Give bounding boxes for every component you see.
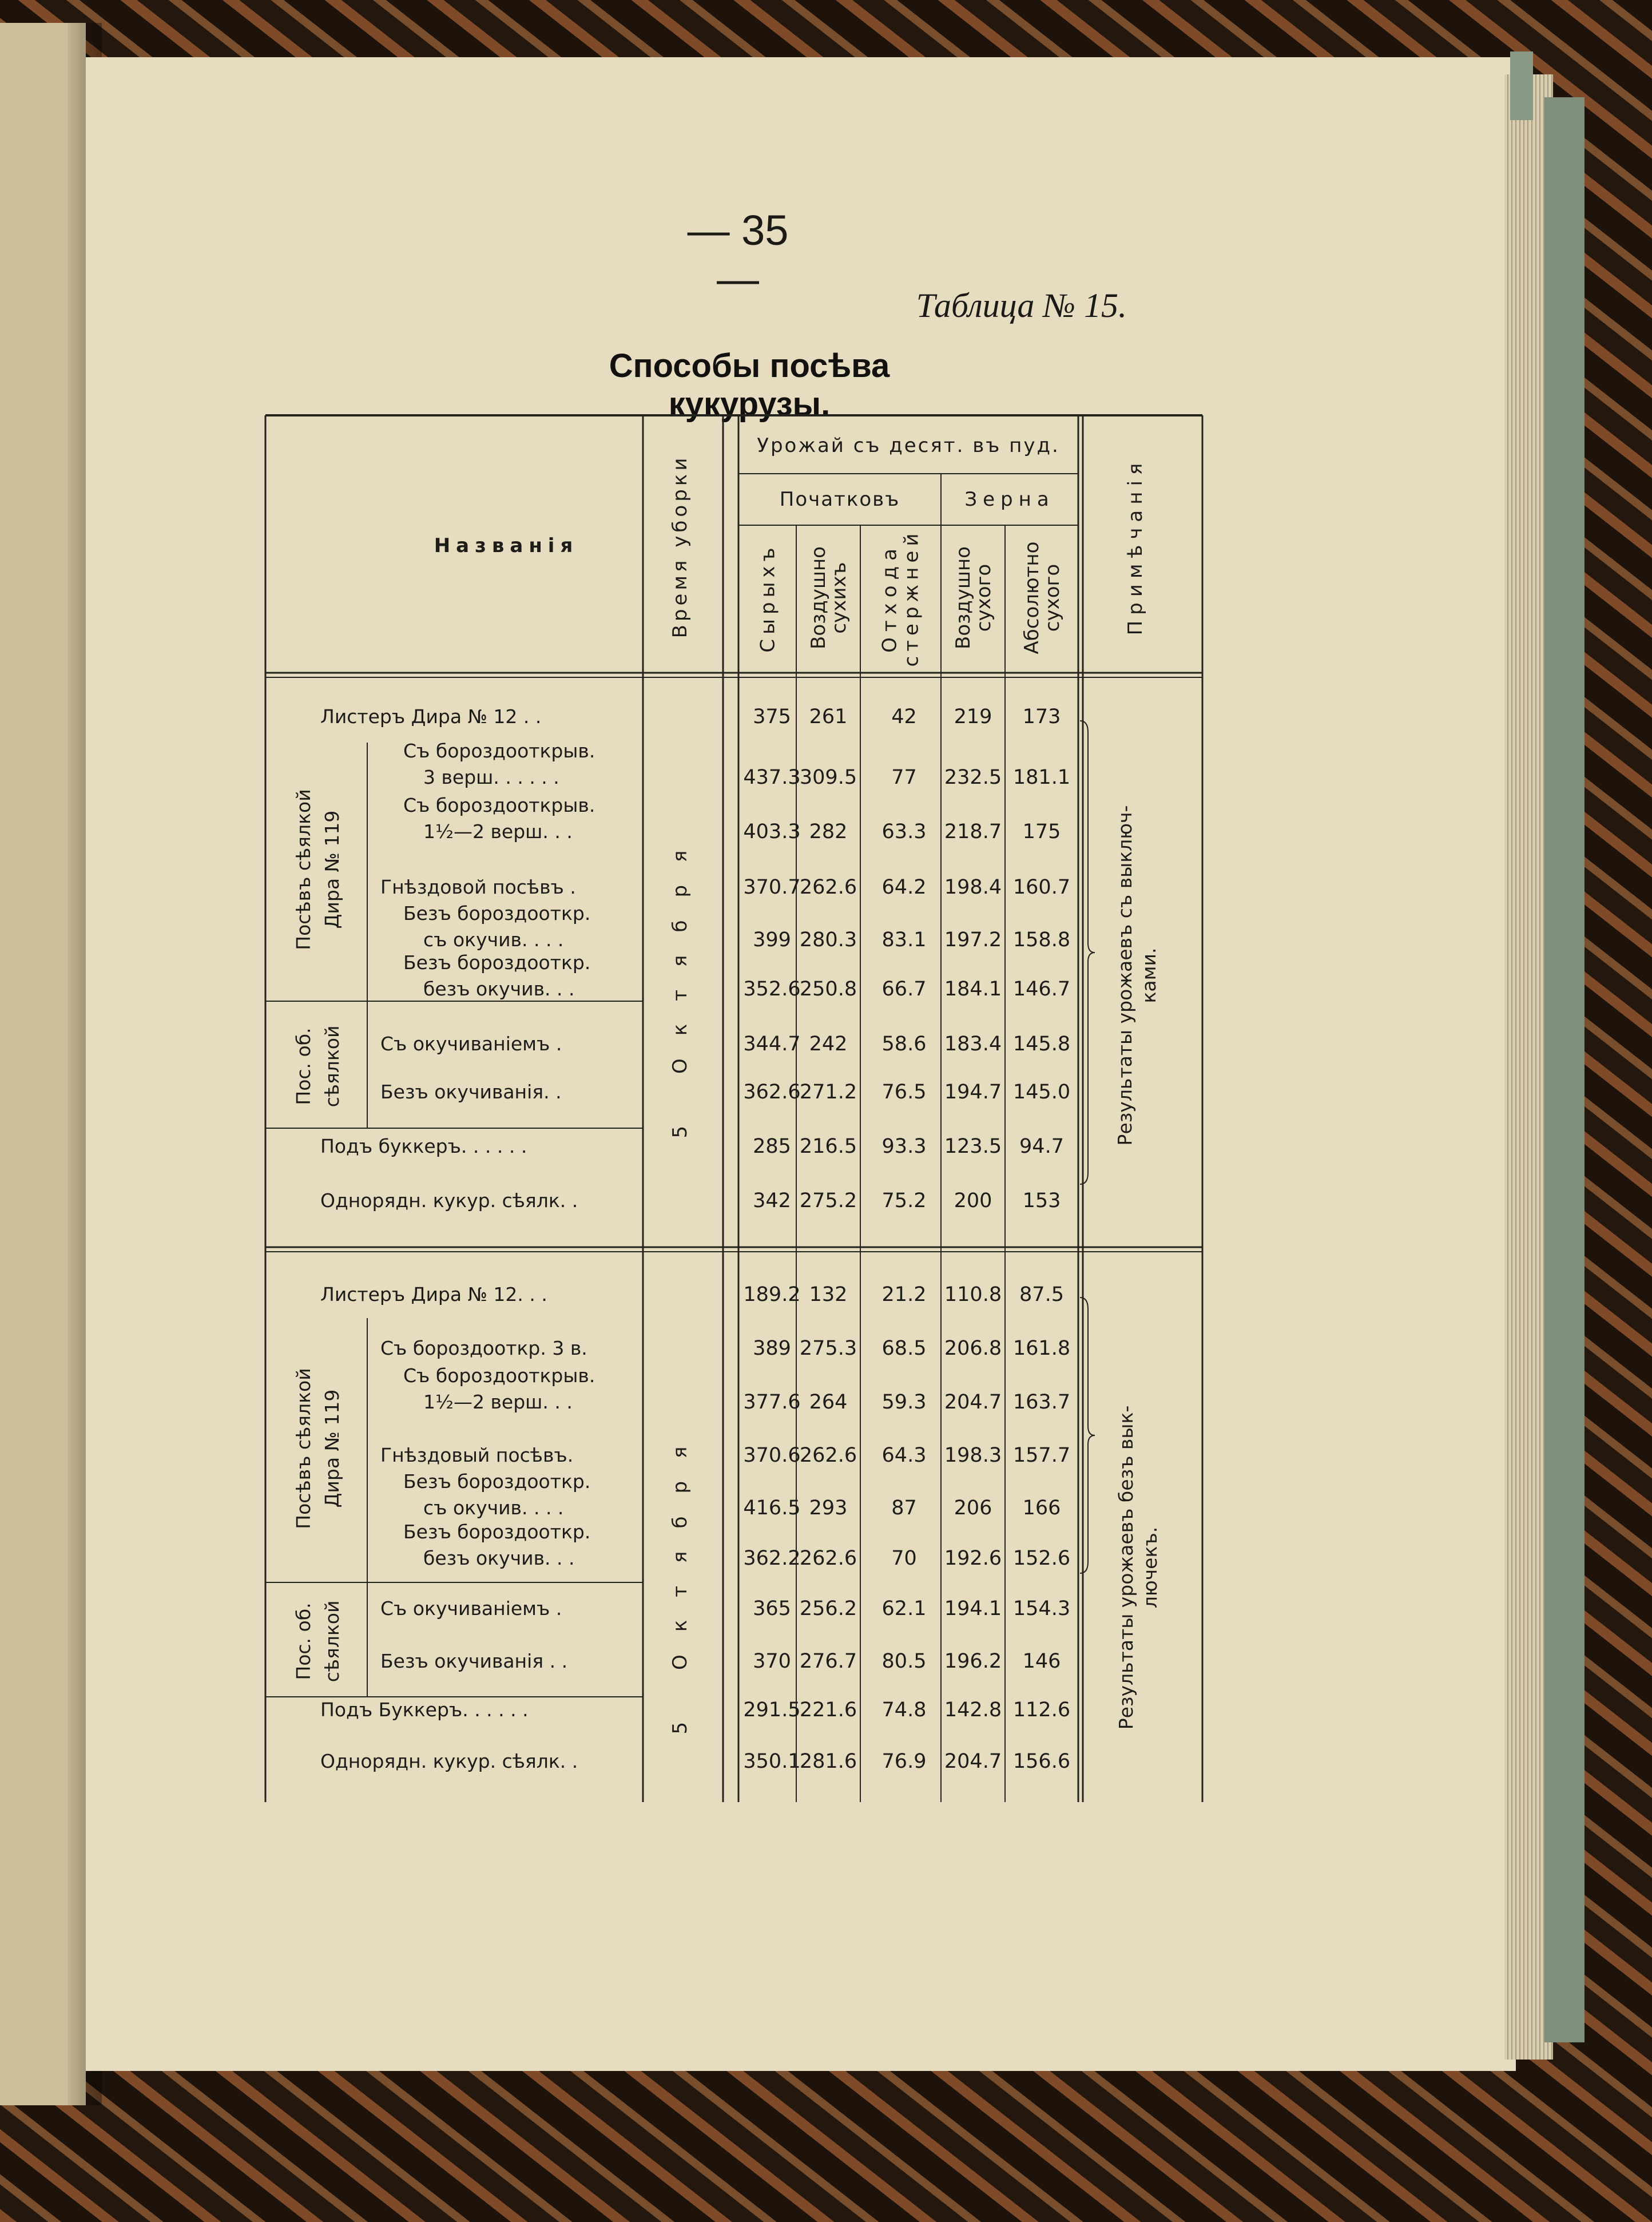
- data-cell: 370.6: [743, 1444, 801, 1467]
- group-label: Дира № 119: [321, 810, 343, 929]
- data-cell: 160.7: [1012, 876, 1071, 899]
- data-cell: 110.8: [944, 1283, 1002, 1306]
- header-time: Время уборки: [669, 454, 692, 638]
- data-cell: 76.5: [881, 1081, 927, 1104]
- data-cell: 112.6: [1012, 1699, 1071, 1721]
- data-cell: 362.2: [743, 1547, 801, 1570]
- data-cell: 192.6: [944, 1547, 1002, 1570]
- data-cell: 145.8: [1012, 1033, 1071, 1056]
- data-cell: 352.6: [743, 978, 801, 1001]
- data-cell: 293: [809, 1497, 848, 1519]
- data-cell: 64.3: [881, 1444, 927, 1467]
- header-notes: Примѣчанія: [1124, 457, 1147, 636]
- data-cell: 242: [809, 1033, 848, 1056]
- data-cell: 362.6: [743, 1081, 801, 1104]
- data-cell: 194.7: [944, 1081, 1002, 1104]
- data-cell: 219: [954, 705, 992, 728]
- row-name: Подъ буккеръ. . . . . .: [320, 1135, 527, 1157]
- data-cell: 206.8: [944, 1337, 1002, 1360]
- data-cell: 370: [753, 1650, 791, 1673]
- data-cell: 218.7: [944, 820, 1002, 843]
- row-name: Однорядн. кукур. сѣялк. .: [320, 1750, 578, 1772]
- data-cell: 132: [809, 1283, 848, 1306]
- note-text: Результаты урожаевъ безъ вык-: [1115, 1405, 1137, 1730]
- data-cell: 158.8: [1012, 929, 1071, 951]
- data-cell: 42: [891, 705, 917, 728]
- row-name: Безъ бороздооткр.: [403, 1521, 591, 1543]
- header-air-dry-grain: сухого: [972, 564, 995, 632]
- data-cell: 156.6: [1012, 1750, 1071, 1773]
- data-cell: 416.5: [743, 1497, 801, 1519]
- header-waste: стержней: [900, 529, 923, 667]
- data-cell: 232.5: [944, 766, 1002, 789]
- row-name: Безъ бороздооткр.: [403, 902, 591, 924]
- group-label: сѣялкой: [321, 1025, 343, 1108]
- row-name: Съ бороздооткрыв.: [403, 794, 595, 816]
- harvest-time: 5 Октября: [669, 1423, 692, 1735]
- row-name: безъ окучив. . .: [423, 978, 575, 1000]
- data-cell: 200: [954, 1189, 992, 1212]
- data-cell: 216.5: [799, 1135, 857, 1158]
- row-name: Гнѣздовой посѣвъ .: [380, 876, 576, 898]
- row-name: Безъ бороздооткр.: [403, 951, 591, 974]
- row-name: Съ бороздооткр. 3 в.: [380, 1337, 587, 1359]
- header-air-dry-grain: Воздушно: [952, 546, 975, 649]
- row-name: Безъ окучиванія. .: [380, 1081, 562, 1103]
- group-label: Дира № 119: [321, 1389, 343, 1508]
- data-cell: 285: [753, 1135, 791, 1158]
- data-cell: 87: [891, 1497, 917, 1519]
- table-number: Таблица № 15.: [916, 287, 1127, 324]
- row-name: Съ окучиваніемъ .: [380, 1597, 562, 1620]
- data-cell: 63.3: [881, 820, 927, 843]
- row-name: Съ окучиваніемъ .: [380, 1033, 562, 1055]
- data-cell: 161.8: [1012, 1337, 1071, 1360]
- data-cell: 264: [809, 1391, 848, 1414]
- data-cell: 344.7: [743, 1033, 801, 1056]
- header-abs-dry-grain: сухого: [1041, 564, 1064, 632]
- table-title: Способы посѣва кукурузы.: [609, 347, 890, 423]
- data-cell: 198.3: [944, 1444, 1002, 1467]
- data-cell: 123.5: [944, 1135, 1002, 1158]
- group-label: Пос. об.: [292, 1027, 315, 1105]
- header-grain: Зерна: [964, 488, 1055, 511]
- group-label: Посѣвъ сѣялкой: [292, 789, 315, 950]
- data-cell: 59.3: [881, 1391, 927, 1414]
- data-cell: 370.7: [743, 876, 801, 899]
- group-label: Пос. об.: [292, 1602, 315, 1680]
- page-number: — 35 —: [687, 207, 789, 303]
- data-cell: 350.1: [743, 1750, 801, 1773]
- data-cell: 66.7: [881, 978, 927, 1001]
- data-cell: 163.7: [1012, 1391, 1071, 1414]
- data-cell: 189.2: [743, 1283, 801, 1306]
- data-cell: 262.6: [799, 1444, 857, 1467]
- row-name: Безъ окучиванія . .: [380, 1650, 568, 1672]
- data-cell: 281.6: [799, 1750, 857, 1773]
- data-cell: 181.1: [1012, 766, 1071, 789]
- data-cell: 221.6: [799, 1699, 857, 1721]
- data-cell: 262.6: [799, 876, 857, 899]
- data-cell: 204.7: [944, 1750, 1002, 1773]
- data-cell: 377.6: [743, 1391, 801, 1414]
- header-air-dry-cobs: сухихъ: [828, 562, 851, 634]
- data-cell: 197.2: [944, 929, 1002, 951]
- row-name: Съ бороздооткрыв.: [403, 740, 595, 762]
- data-cell: 198.4: [944, 876, 1002, 899]
- data-cell: 146.7: [1012, 978, 1071, 1001]
- header-yield: Урожай съ десят. въ пуд.: [757, 434, 1060, 457]
- data-cell: 403.3: [743, 820, 801, 843]
- data-cell: 142.8: [944, 1699, 1002, 1721]
- row-name: Листеръ Дира № 12 . .: [320, 705, 542, 728]
- data-cell: 77: [891, 766, 917, 789]
- data-cell: 58.6: [881, 1033, 927, 1056]
- row-name: Безъ бороздооткр.: [403, 1470, 591, 1493]
- data-cell: 154.3: [1012, 1597, 1071, 1620]
- header-cobs: Початковъ: [779, 488, 900, 511]
- data-cell: 256.2: [799, 1597, 857, 1620]
- data-cell: 75.2: [881, 1189, 927, 1212]
- data-cell: 262.6: [799, 1547, 857, 1570]
- group-label: Посѣвъ сѣялкой: [292, 1368, 315, 1529]
- data-cell: 184.1: [944, 978, 1002, 1001]
- data-cell: 146: [1022, 1650, 1061, 1673]
- data-cell: 62.1: [881, 1597, 927, 1620]
- data-cell: 206: [954, 1497, 992, 1519]
- data-cell: 74.8: [881, 1699, 927, 1721]
- note-text: ками.: [1138, 947, 1160, 1003]
- data-cell: 282: [809, 820, 848, 843]
- data-cell: 183.4: [944, 1033, 1002, 1056]
- data-cell: 157.7: [1012, 1444, 1071, 1467]
- data-cell: 153: [1022, 1189, 1061, 1212]
- row-name: 1½—2 верш. . .: [423, 820, 573, 843]
- data-cell: 166: [1022, 1497, 1061, 1519]
- data-cell: 280.3: [799, 929, 857, 951]
- row-name: безъ окучив. . .: [423, 1547, 575, 1569]
- header-air-dry-cobs: Воздушно: [807, 546, 830, 649]
- row-name: 3 верш. . . . . .: [423, 766, 559, 788]
- data-cell: 276.7: [799, 1650, 857, 1673]
- data-cell: 375: [753, 705, 791, 728]
- note-text: Результаты урожаевъ съ выключ-: [1114, 805, 1136, 1146]
- row-name: Листеръ Дира № 12. . .: [320, 1283, 547, 1306]
- data-cell: 365: [753, 1597, 791, 1620]
- data-cell: 173: [1022, 705, 1061, 728]
- data-cell: 204.7: [944, 1391, 1002, 1414]
- data-cell: 94.7: [1019, 1135, 1064, 1158]
- header-raw: Сырыхъ: [756, 543, 780, 653]
- data-cell: 250.8: [799, 978, 857, 1001]
- data-cell: 196.2: [944, 1650, 1002, 1673]
- row-name: 1½—2 верш. . .: [423, 1391, 573, 1413]
- data-cell: 76.9: [881, 1750, 927, 1773]
- data-cell: 21.2: [881, 1283, 927, 1306]
- header-abs-dry-grain: Абсолютно: [1020, 541, 1043, 654]
- data-cell: 175: [1022, 820, 1061, 843]
- data-cell: 93.3: [881, 1135, 927, 1158]
- group-label: сѣялкой: [321, 1600, 343, 1683]
- data-cell: 437.3: [743, 766, 801, 789]
- row-name: съ окучив. . . .: [423, 1497, 564, 1519]
- data-cell: 194.1: [944, 1597, 1002, 1620]
- data-cell: 87.5: [1019, 1283, 1064, 1306]
- harvest-time: 5 Октября: [669, 827, 692, 1138]
- header-waste: Отхода: [878, 543, 902, 653]
- row-name: Гнѣздовый посѣвъ.: [380, 1444, 574, 1466]
- data-cell: 275.3: [799, 1337, 857, 1360]
- row-name: Подъ Буккеръ. . . . . .: [320, 1699, 529, 1721]
- data-cell: 70: [891, 1547, 917, 1570]
- row-name: съ окучив. . . .: [423, 929, 564, 951]
- note-text: лючекъ.: [1139, 1526, 1161, 1609]
- data-cell: 389: [753, 1337, 791, 1360]
- data-cell: 309.5: [799, 766, 857, 789]
- data-cell: 342: [753, 1189, 791, 1212]
- data-cell: 271.2: [799, 1081, 857, 1104]
- data-cell: 68.5: [881, 1337, 927, 1360]
- data-cell: 80.5: [881, 1650, 927, 1673]
- data-cell: 291.5: [743, 1699, 801, 1721]
- data-cell: 399: [753, 929, 791, 951]
- header-names: Названія: [434, 534, 579, 557]
- data-cell: 64.2: [881, 876, 927, 899]
- data-cell: 152.6: [1012, 1547, 1071, 1570]
- data-cell: 83.1: [881, 929, 927, 951]
- data-cell: 275.2: [799, 1189, 857, 1212]
- data-cell: 145.0: [1012, 1081, 1071, 1104]
- row-name: Съ бороздооткрыв.: [403, 1364, 595, 1387]
- data-cell: 261: [809, 705, 848, 728]
- row-name: Однорядн. кукур. сѣялк. .: [320, 1189, 578, 1212]
